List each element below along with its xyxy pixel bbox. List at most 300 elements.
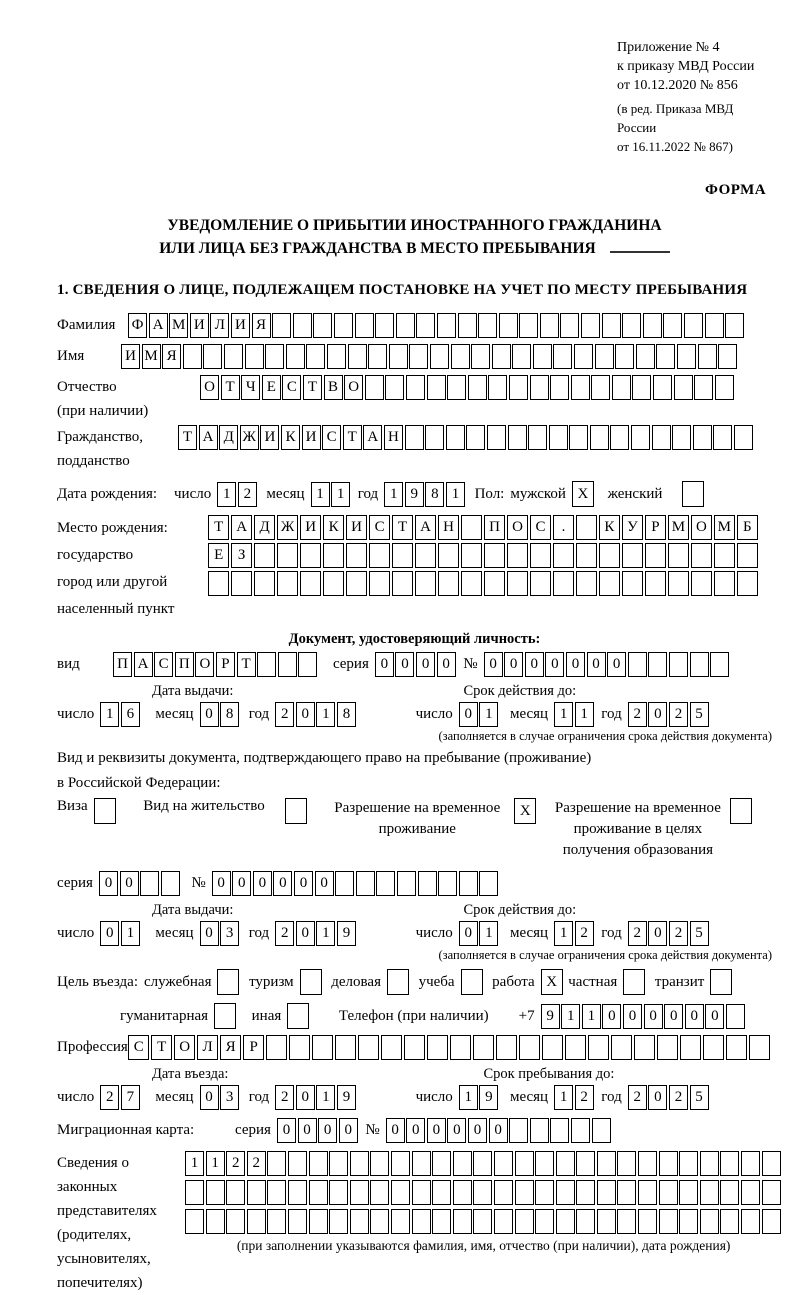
char-box[interactable]: 0: [623, 1004, 642, 1029]
char-box[interactable]: [591, 375, 610, 400]
char-box[interactable]: 0: [406, 1118, 425, 1143]
char-box[interactable]: 1: [446, 482, 465, 507]
char-box[interactable]: А: [363, 425, 382, 450]
char-box[interactable]: С: [128, 1035, 149, 1060]
char-box[interactable]: И: [190, 313, 209, 338]
char-box[interactable]: [595, 344, 614, 369]
char-box[interactable]: 2: [275, 921, 294, 946]
char-box[interactable]: Д: [254, 515, 275, 540]
char-box[interactable]: [530, 543, 551, 568]
char-box[interactable]: [432, 1180, 451, 1205]
char-box[interactable]: [494, 1151, 513, 1176]
char-box[interactable]: 1: [121, 921, 140, 946]
char-box[interactable]: Т: [151, 1035, 172, 1060]
char-box[interactable]: О: [174, 1035, 195, 1060]
char-box[interactable]: [700, 1151, 719, 1176]
char-box[interactable]: 0: [648, 702, 667, 727]
char-box[interactable]: [659, 1209, 678, 1234]
char-box[interactable]: [592, 1118, 611, 1143]
char-box[interactable]: [277, 571, 298, 596]
char-box[interactable]: [461, 571, 482, 596]
char-box[interactable]: [677, 344, 696, 369]
char-box[interactable]: [285, 798, 307, 824]
char-box[interactable]: [535, 1151, 554, 1176]
char-box[interactable]: [266, 1035, 287, 1060]
char-box[interactable]: Р: [216, 652, 235, 677]
char-box[interactable]: [298, 652, 317, 677]
char-box[interactable]: [693, 425, 712, 450]
char-box[interactable]: 2: [669, 702, 688, 727]
char-box[interactable]: 2: [275, 1085, 294, 1110]
char-box[interactable]: [576, 1209, 595, 1234]
char-box[interactable]: Р: [645, 515, 666, 540]
char-box[interactable]: Б: [737, 515, 758, 540]
char-box[interactable]: [556, 1180, 575, 1205]
char-box[interactable]: [288, 1209, 307, 1234]
char-box[interactable]: Т: [237, 652, 256, 677]
char-box[interactable]: [622, 571, 643, 596]
char-box[interactable]: Н: [384, 425, 403, 450]
char-box[interactable]: [412, 1209, 431, 1234]
char-box[interactable]: [698, 344, 717, 369]
char-box[interactable]: 1: [554, 921, 573, 946]
char-box[interactable]: 2: [628, 1085, 647, 1110]
char-box[interactable]: 1: [316, 921, 335, 946]
char-box[interactable]: [335, 871, 354, 896]
char-box[interactable]: [617, 1209, 636, 1234]
char-box[interactable]: 0: [566, 652, 585, 677]
char-box[interactable]: [550, 1118, 569, 1143]
char-box[interactable]: [507, 571, 528, 596]
char-box[interactable]: [247, 1180, 266, 1205]
char-box[interactable]: [509, 375, 528, 400]
char-box[interactable]: 0: [273, 871, 292, 896]
char-box[interactable]: [576, 515, 597, 540]
char-box[interactable]: [652, 425, 671, 450]
char-box[interactable]: [323, 543, 344, 568]
char-box[interactable]: Д: [219, 425, 238, 450]
char-box[interactable]: 0: [296, 702, 315, 727]
char-box[interactable]: О: [200, 375, 219, 400]
char-box[interactable]: 1: [384, 482, 403, 507]
char-box[interactable]: [473, 1209, 492, 1234]
char-box[interactable]: [416, 313, 435, 338]
char-box[interactable]: 0: [375, 652, 394, 677]
char-box[interactable]: [533, 344, 552, 369]
char-box[interactable]: 1: [217, 482, 236, 507]
char-box[interactable]: [286, 344, 305, 369]
char-box[interactable]: З: [231, 543, 252, 568]
char-box[interactable]: [369, 571, 390, 596]
char-box[interactable]: [329, 1209, 348, 1234]
char-box[interactable]: [370, 1209, 389, 1234]
char-box[interactable]: 0: [296, 1085, 315, 1110]
char-box[interactable]: [648, 652, 667, 677]
char-box[interactable]: [492, 344, 511, 369]
char-box[interactable]: [309, 1151, 328, 1176]
char-box[interactable]: [272, 313, 291, 338]
char-box[interactable]: [185, 1180, 204, 1205]
char-box[interactable]: 0: [277, 1118, 296, 1143]
char-box[interactable]: [473, 1151, 492, 1176]
char-box[interactable]: 0: [484, 652, 503, 677]
char-box[interactable]: 2: [238, 482, 257, 507]
char-box[interactable]: [617, 1151, 636, 1176]
char-box[interactable]: [335, 1035, 356, 1060]
char-box[interactable]: [622, 313, 641, 338]
char-box[interactable]: [494, 1209, 513, 1234]
char-box[interactable]: [550, 375, 569, 400]
char-box[interactable]: [519, 313, 538, 338]
char-box[interactable]: [300, 969, 322, 995]
char-box[interactable]: 2: [226, 1151, 245, 1176]
char-box[interactable]: 0: [489, 1118, 508, 1143]
char-box[interactable]: [553, 571, 574, 596]
char-box[interactable]: 0: [437, 652, 456, 677]
char-box[interactable]: [668, 543, 689, 568]
char-box[interactable]: 9: [405, 482, 424, 507]
char-box[interactable]: С: [530, 515, 551, 540]
char-box[interactable]: 8: [425, 482, 444, 507]
char-box[interactable]: [385, 375, 404, 400]
char-box[interactable]: Я: [252, 313, 271, 338]
char-box[interactable]: [473, 1180, 492, 1205]
char-box[interactable]: А: [415, 515, 436, 540]
char-box[interactable]: [309, 1180, 328, 1205]
char-box[interactable]: 2: [628, 702, 647, 727]
char-box[interactable]: [569, 425, 588, 450]
char-box[interactable]: [203, 344, 222, 369]
char-box[interactable]: [224, 344, 243, 369]
char-box[interactable]: Т: [392, 515, 413, 540]
char-box[interactable]: [725, 313, 744, 338]
char-box[interactable]: О: [691, 515, 712, 540]
char-box[interactable]: [682, 481, 704, 507]
char-box[interactable]: [453, 1180, 472, 1205]
char-box[interactable]: [412, 1180, 431, 1205]
char-box[interactable]: [556, 1151, 575, 1176]
char-box[interactable]: В: [324, 375, 343, 400]
char-box[interactable]: 0: [525, 652, 544, 677]
char-box[interactable]: [287, 1003, 309, 1029]
char-box[interactable]: М: [668, 515, 689, 540]
char-box[interactable]: [396, 313, 415, 338]
char-box[interactable]: [350, 1180, 369, 1205]
char-box[interactable]: [530, 375, 549, 400]
char-box[interactable]: 2: [669, 1085, 688, 1110]
char-box[interactable]: [459, 871, 478, 896]
char-box[interactable]: [438, 871, 457, 896]
char-box[interactable]: А: [199, 425, 218, 450]
char-box[interactable]: Е: [208, 543, 229, 568]
char-box[interactable]: [438, 543, 459, 568]
char-box[interactable]: 0: [315, 871, 334, 896]
char-box[interactable]: [406, 375, 425, 400]
char-box[interactable]: X: [541, 969, 563, 995]
char-box[interactable]: П: [175, 652, 194, 677]
char-box[interactable]: 2: [247, 1151, 266, 1176]
char-box[interactable]: [453, 1151, 472, 1176]
char-box[interactable]: [576, 571, 597, 596]
char-box[interactable]: [700, 1180, 719, 1205]
char-box[interactable]: К: [281, 425, 300, 450]
char-box[interactable]: [542, 1035, 563, 1060]
char-box[interactable]: 2: [575, 921, 594, 946]
char-box[interactable]: [515, 1209, 534, 1234]
char-box[interactable]: [610, 425, 629, 450]
char-box[interactable]: 0: [296, 921, 315, 946]
char-box[interactable]: [615, 344, 634, 369]
char-box[interactable]: [612, 375, 631, 400]
char-box[interactable]: [515, 1180, 534, 1205]
char-box[interactable]: [488, 375, 507, 400]
char-box[interactable]: [726, 1004, 745, 1029]
char-box[interactable]: [576, 543, 597, 568]
char-box[interactable]: М: [142, 344, 161, 369]
char-box[interactable]: [313, 313, 332, 338]
char-box[interactable]: [645, 571, 666, 596]
char-box[interactable]: [183, 344, 202, 369]
char-box[interactable]: 0: [602, 1004, 621, 1029]
char-box[interactable]: [597, 1209, 616, 1234]
char-box[interactable]: 0: [685, 1004, 704, 1029]
char-box[interactable]: [473, 1035, 494, 1060]
char-box[interactable]: [425, 425, 444, 450]
char-box[interactable]: [638, 1151, 657, 1176]
char-box[interactable]: 2: [575, 1085, 594, 1110]
char-box[interactable]: [334, 313, 353, 338]
char-box[interactable]: [653, 375, 672, 400]
char-box[interactable]: О: [195, 652, 214, 677]
char-box[interactable]: [638, 1180, 657, 1205]
char-box[interactable]: С: [154, 652, 173, 677]
char-box[interactable]: 8: [337, 702, 356, 727]
char-box[interactable]: [267, 1209, 286, 1234]
char-box[interactable]: [674, 375, 693, 400]
char-box[interactable]: 3: [220, 1085, 239, 1110]
char-box[interactable]: [590, 425, 609, 450]
char-box[interactable]: [720, 1151, 739, 1176]
char-box[interactable]: [720, 1209, 739, 1234]
char-box[interactable]: [447, 375, 466, 400]
char-box[interactable]: 5: [690, 1085, 709, 1110]
char-box[interactable]: С: [282, 375, 301, 400]
char-box[interactable]: [478, 313, 497, 338]
char-box[interactable]: [691, 571, 712, 596]
char-box[interactable]: 0: [644, 1004, 663, 1029]
char-box[interactable]: [392, 571, 413, 596]
char-box[interactable]: 0: [587, 652, 606, 677]
char-box[interactable]: [461, 515, 482, 540]
char-box[interactable]: [288, 1180, 307, 1205]
char-box[interactable]: 0: [447, 1118, 466, 1143]
char-box[interactable]: 0: [100, 921, 119, 946]
char-box[interactable]: [437, 313, 456, 338]
char-box[interactable]: [737, 543, 758, 568]
char-box[interactable]: [94, 798, 116, 824]
char-box[interactable]: 0: [99, 871, 118, 896]
char-box[interactable]: [734, 425, 753, 450]
char-box[interactable]: Ж: [277, 515, 298, 540]
char-box[interactable]: [597, 1180, 616, 1205]
char-box[interactable]: [293, 313, 312, 338]
char-box[interactable]: 1: [331, 482, 350, 507]
char-box[interactable]: [571, 375, 590, 400]
char-box[interactable]: 1: [575, 702, 594, 727]
char-box[interactable]: 1: [479, 702, 498, 727]
char-box[interactable]: 0: [395, 652, 414, 677]
char-box[interactable]: 8: [220, 702, 239, 727]
char-box[interactable]: И: [300, 515, 321, 540]
char-box[interactable]: [247, 1209, 266, 1234]
char-box[interactable]: [679, 1209, 698, 1234]
char-box[interactable]: 0: [200, 921, 219, 946]
char-box[interactable]: [368, 344, 387, 369]
char-box[interactable]: 1: [185, 1151, 204, 1176]
char-box[interactable]: [387, 969, 409, 995]
char-box[interactable]: [720, 1180, 739, 1205]
char-box[interactable]: [430, 344, 449, 369]
char-box[interactable]: [694, 375, 713, 400]
char-box[interactable]: [479, 871, 498, 896]
char-box[interactable]: [556, 1209, 575, 1234]
char-box[interactable]: [611, 1035, 632, 1060]
char-box[interactable]: 0: [607, 652, 626, 677]
char-box[interactable]: 0: [298, 1118, 317, 1143]
char-box[interactable]: [553, 543, 574, 568]
char-box[interactable]: [574, 344, 593, 369]
char-box[interactable]: [499, 313, 518, 338]
char-box[interactable]: [715, 375, 734, 400]
char-box[interactable]: [643, 313, 662, 338]
char-box[interactable]: [622, 543, 643, 568]
char-box[interactable]: [389, 344, 408, 369]
char-box[interactable]: 9: [337, 1085, 356, 1110]
char-box[interactable]: [461, 543, 482, 568]
char-box[interactable]: [427, 1035, 448, 1060]
char-box[interactable]: [668, 571, 689, 596]
char-box[interactable]: [450, 1035, 471, 1060]
char-box[interactable]: И: [346, 515, 367, 540]
char-box[interactable]: 0: [339, 1118, 358, 1143]
char-box[interactable]: [741, 1180, 760, 1205]
char-box[interactable]: [540, 313, 559, 338]
char-box[interactable]: [391, 1209, 410, 1234]
char-box[interactable]: [471, 344, 490, 369]
char-box[interactable]: 0: [664, 1004, 683, 1029]
char-box[interactable]: [300, 571, 321, 596]
char-box[interactable]: [714, 543, 735, 568]
char-box[interactable]: [206, 1180, 225, 1205]
char-box[interactable]: [669, 652, 688, 677]
char-box[interactable]: [391, 1180, 410, 1205]
char-box[interactable]: [381, 1035, 402, 1060]
char-box[interactable]: [350, 1151, 369, 1176]
char-box[interactable]: [329, 1180, 348, 1205]
char-box[interactable]: [376, 871, 395, 896]
char-box[interactable]: [714, 571, 735, 596]
char-box[interactable]: [636, 344, 655, 369]
char-box[interactable]: [358, 1035, 379, 1060]
char-box[interactable]: Л: [210, 313, 229, 338]
char-box[interactable]: [628, 652, 647, 677]
char-box[interactable]: 5: [690, 702, 709, 727]
char-box[interactable]: [346, 543, 367, 568]
char-box[interactable]: [329, 1151, 348, 1176]
char-box[interactable]: [418, 871, 437, 896]
char-box[interactable]: [484, 543, 505, 568]
char-box[interactable]: [392, 543, 413, 568]
char-box[interactable]: 0: [120, 871, 139, 896]
char-box[interactable]: [278, 652, 297, 677]
char-box[interactable]: [726, 1035, 747, 1060]
char-box[interactable]: 1: [206, 1151, 225, 1176]
char-box[interactable]: [632, 375, 651, 400]
char-box[interactable]: [231, 571, 252, 596]
char-box[interactable]: [718, 344, 737, 369]
char-box[interactable]: 1: [554, 1085, 573, 1110]
char-box[interactable]: [737, 571, 758, 596]
char-box[interactable]: [519, 1035, 540, 1060]
char-box[interactable]: 0: [212, 871, 231, 896]
char-box[interactable]: 2: [100, 1085, 119, 1110]
char-box[interactable]: М: [714, 515, 735, 540]
char-box[interactable]: А: [231, 515, 252, 540]
char-box[interactable]: 9: [479, 1085, 498, 1110]
char-box[interactable]: 7: [121, 1085, 140, 1110]
char-box[interactable]: [348, 344, 367, 369]
char-box[interactable]: [690, 652, 709, 677]
char-box[interactable]: 2: [669, 921, 688, 946]
char-box[interactable]: 1: [316, 1085, 335, 1110]
char-box[interactable]: [672, 425, 691, 450]
char-box[interactable]: [375, 313, 394, 338]
char-box[interactable]: [438, 571, 459, 596]
char-box[interactable]: 1: [582, 1004, 601, 1029]
char-box[interactable]: [762, 1151, 781, 1176]
char-box[interactable]: [634, 1035, 655, 1060]
char-box[interactable]: [484, 571, 505, 596]
char-box[interactable]: [427, 375, 446, 400]
char-box[interactable]: 0: [459, 921, 478, 946]
char-box[interactable]: [679, 1180, 698, 1205]
char-box[interactable]: 1: [100, 702, 119, 727]
char-box[interactable]: [535, 1209, 554, 1234]
char-box[interactable]: [645, 543, 666, 568]
char-box[interactable]: [217, 969, 239, 995]
char-box[interactable]: П: [484, 515, 505, 540]
char-box[interactable]: [288, 1151, 307, 1176]
char-box[interactable]: [705, 313, 724, 338]
char-box[interactable]: [206, 1209, 225, 1234]
char-box[interactable]: [277, 543, 298, 568]
char-box[interactable]: [710, 652, 729, 677]
char-box[interactable]: [468, 375, 487, 400]
char-box[interactable]: 0: [416, 652, 435, 677]
char-box[interactable]: [355, 313, 374, 338]
char-box[interactable]: Ч: [241, 375, 260, 400]
char-box[interactable]: И: [231, 313, 250, 338]
char-box[interactable]: 0: [504, 652, 523, 677]
char-box[interactable]: [597, 1151, 616, 1176]
char-box[interactable]: [576, 1180, 595, 1205]
char-box[interactable]: [226, 1180, 245, 1205]
char-box[interactable]: [391, 1151, 410, 1176]
char-box[interactable]: [530, 1118, 549, 1143]
char-box[interactable]: К: [599, 515, 620, 540]
char-box[interactable]: X: [514, 798, 536, 824]
char-box[interactable]: У: [622, 515, 643, 540]
